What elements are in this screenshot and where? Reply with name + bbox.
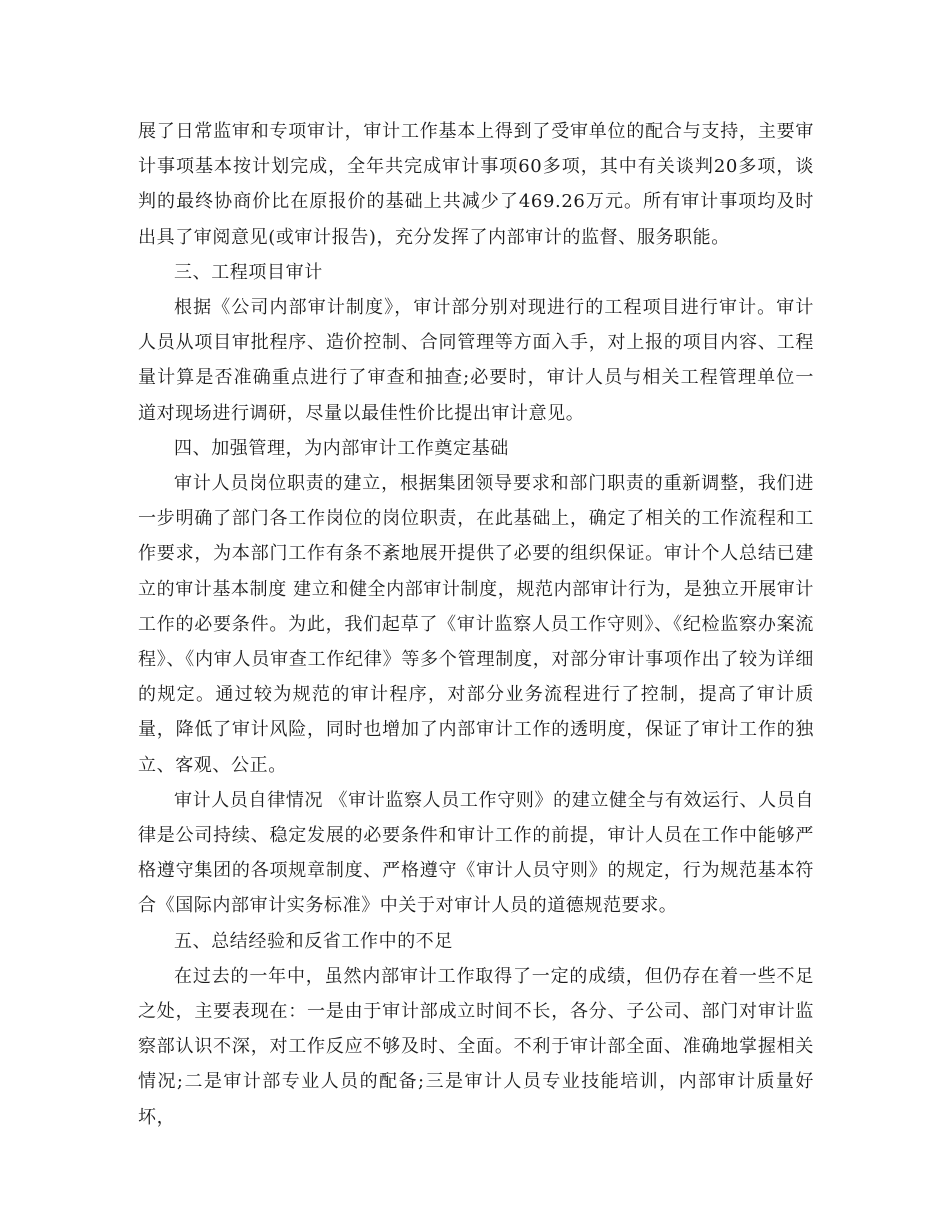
document-body: [138, 114, 814, 1135]
paragraph-audit-summary: 展了日常监审和专项审计，审计工作基本上得到了受审单位的配合与支持，主要审计事项基本按计划完成，全年共完成审计事项60多项，其中有关谈判20多项，谈判的最终协商价比在原报价的基础上共减少了469.26万元。所有审计事项均及时出具了审阅意见(或审计报告)，充分发挥了内部审计的监督、服务职能。: [138, 121, 814, 248]
paragraph-engineering-audit: 根据《公司内部审计制度》，审计部分别对现进行的工程项目进行审计。审计人员从项目审批程序、造价控制、合同管理等方面入手，对上报的项目内容、工程量计算是否准确重点进行了审查和抽查;必要时，审计人员与相关工程管理单位一道对现场进行调研，尽量以最佳性价比提出审计意见。: [138, 297, 814, 424]
section-heading-engineering-audit: 三、工程项目审计: [174, 261, 323, 283]
section-heading-shortcomings: 五、总结经验和反省工作中的不足: [174, 930, 453, 952]
section-heading-strengthen-management: 四、加强管理，为内部审计工作奠定基础: [174, 437, 509, 459]
paragraph-self-discipline: 审计人员自律情况 《审计监察人员工作守则》的建立健全与有效运行、人员自律是公司持续、稳定发展的必要条件和审计工作的前提，审计人员在工作中能够严格遵守集团的各项规章制度、严格遵守《审计人员守则》的规定，行为规范基本符合《国际内部审计实务标准》中关于对审计人员的道德规范要求。: [138, 789, 814, 917]
paragraph-job-responsibilities: 审计人员岗位职责的建立，根据集团领导要求和部门职责的重新调整，我们进一步明确了部门各工作岗位的岗位职责，在此基础上，确定了相关的工作流程和工作要求，为本部门工作有条不紊地展开提供了必要的组织保证。审计个人总结已建立的审计基本制度 建立和健全内部审计制度，规范内部审计行为，是独立开展审计工作的必要条件。为此，我们起草了《审计监察人员工作守则》、《纪检监察办案流程》、《内审人员审查工作纪律》等多个管理制度，对部分审计事项作出了较为详细的规定。通过较为规范的审计程序，对部分业务流程进行了控制，提高了审计质量，降低了审计风险，同时也增加了内部审计工作的透明度，保证了审计工作的独立、客观、公正。: [138, 473, 814, 776]
paragraph-shortcomings: 在过去的一年中，虽然内部审计工作取得了一定的成绩，但仍存在着一些不足之处，主要表现在：一是由于审计部成立时间不长，各分、子公司、部门对审计监察部认识不深，对工作反应不够及时、全面。不利于审计部全面、准确地掌握相关情况;二是审计部专业人员的配备;三是审计人员专业技能培训，内部审计质量好坏，: [138, 965, 814, 1128]
